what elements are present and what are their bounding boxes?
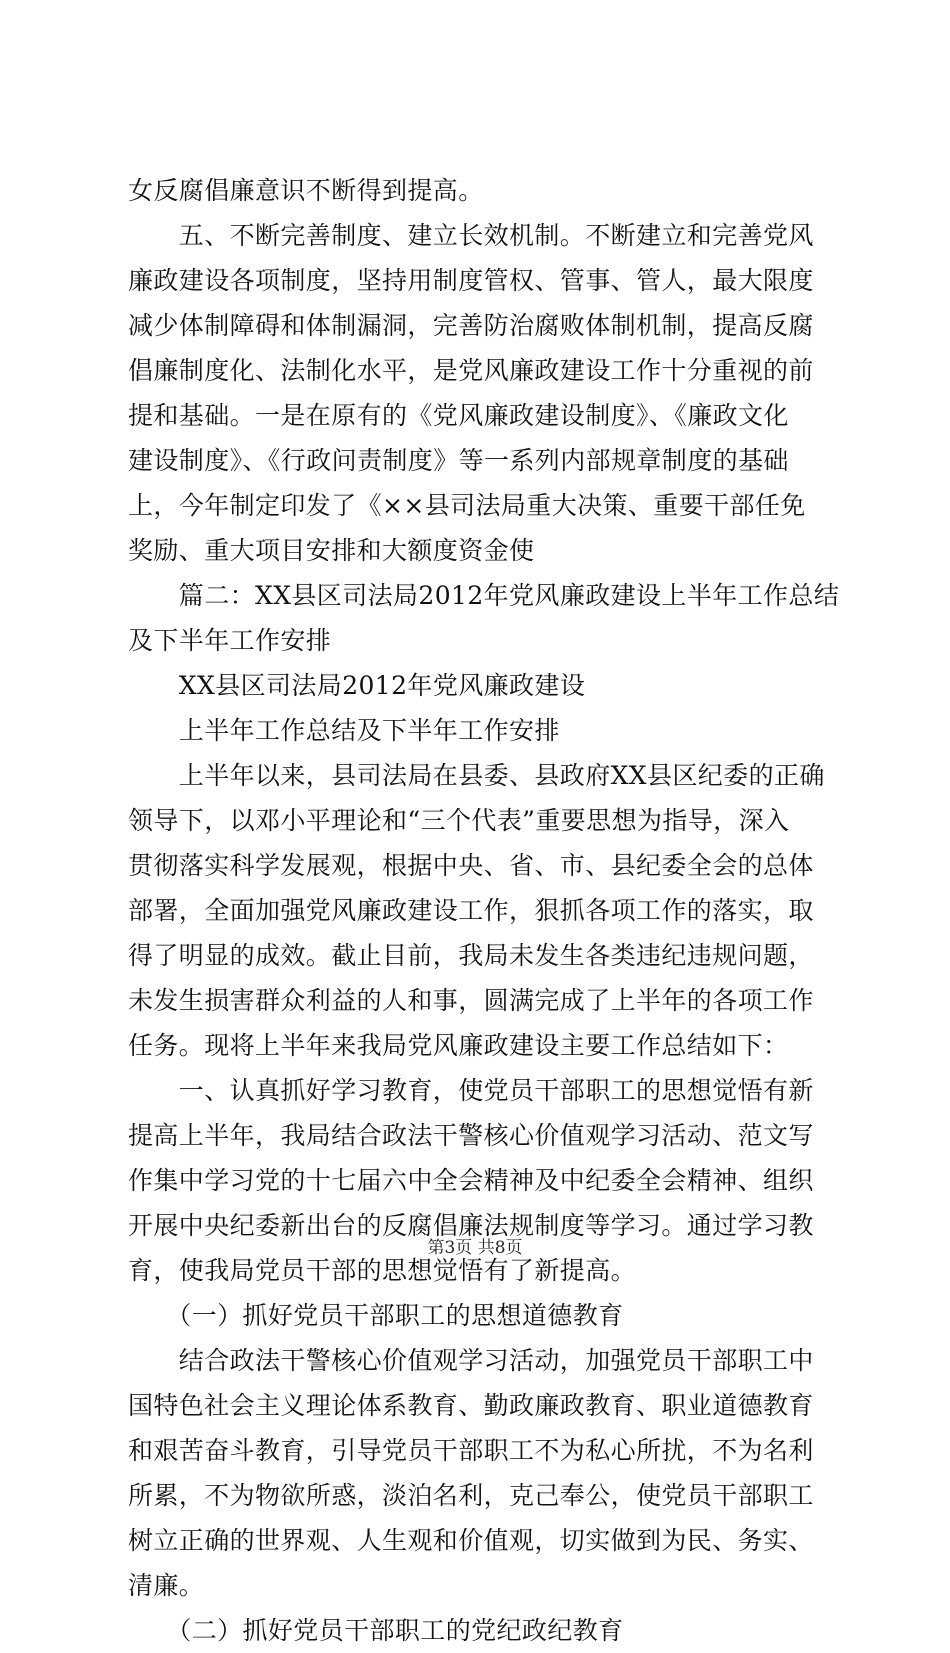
text-line: 和艰苦奋斗教育，引导党员干部职工不为私心所扰，不为名利 [128,1436,814,1465]
text-line: 奖励、重大项目安排和大额度资金使 [128,536,535,565]
text-line: 建设制度》、《行政问责制度》等一系列内部规章制度的基础 [128,446,789,475]
text-line: 清廉。 [128,1571,205,1600]
section-heading-line: 及下半年工作安排 [128,626,332,655]
text-line: 廉政建设各项制度，坚持用制度管权、管事、管人，最大限度 [128,266,814,295]
text-line: 育，使我局党员干部的思想觉悟有了新提高。 [128,1256,637,1285]
text-line: 减少体制障碍和体制漏洞，完善防治腐败体制机制，提高反腐 [128,311,814,340]
text-line: 提和基础。一是在原有的《党风廉政建设制度》、《廉政文化 [128,401,789,430]
page-number-footer: 第3页 共8页 [427,1238,523,1258]
text-line: 女反腐倡廉意识不断得到提高。 [128,176,484,205]
text-line: 树立正确的世界观、人生观和价值观，切实做到为民、务实、 [128,1526,814,1555]
text-line: 国特色社会主义理论体系教育、勤政廉政教育、职业道德教育 [128,1391,814,1420]
text-line: 上，今年制定印发了《××县司法局重大决策、重要干部任免 [128,491,806,520]
title-line: XX县区司法局2012年党风廉政建设 [128,671,586,700]
text-line: 倡廉制度化、法制化水平，是党风廉政建设工作十分重视的前 [128,356,814,385]
text-line: 五、不断完善制度、建立长效机制。不断建立和完善党风 [128,221,814,250]
document-body [128,168,840,1653]
text-line: 贯彻落实科学发展观，根据中央、省、市、县纪委全会的总体 [128,851,814,880]
text-line: 结合政法干警核心价值观学习活动，加强党员干部职工中 [128,1346,814,1375]
text-line: 作集中学习党的十七届六中全会精神及中纪委全会精神、组织 [128,1166,814,1195]
text-line: 提高上半年，我局结合政法干警核心价值观学习活动、范文写 [128,1121,814,1150]
text-line: 领导下，以邓小平理论和“三个代表”重要思想为指导，深入 [128,806,790,835]
subtitle-line: 上半年工作总结及下半年工作安排 [128,716,560,745]
text-line: 未发生损害群众利益的人和事，圆满完成了上半年的各项工作 [128,986,814,1015]
text-line: 一、认真抓好学习教育，使党员干部职工的思想觉悟有新 [128,1076,814,1105]
text-line: 部署，全面加强党风廉政建设工作，狠抓各项工作的落实，取 [128,896,814,925]
text-line: 上半年以来，县司法局在县委、县政府XX县区纪委的正确 [128,761,825,790]
text-line: 所累，不为物欲所惑，淡泊名利，克己奉公，使党员干部职工 [128,1481,814,1510]
text-line: 开展中央纪委新出台的反腐倡廉法规制度等学习。通过学习教 [128,1211,814,1240]
subsection-heading-line: （二）抓好党员干部职工的党纪政纪教育 [128,1616,624,1645]
text-line: 任务。现将上半年来我局党风廉政建设主要工作总结如下： [128,1031,789,1060]
subsection-heading-line: （一）抓好党员干部职工的思想道德教育 [128,1301,624,1330]
text-line: 得了明显的成效。截止目前，我局未发生各类违纪违规问题， [128,941,814,970]
section-heading-line: 篇二：XX县区司法局2012年党风廉政建设上半年工作总结 [128,581,840,610]
